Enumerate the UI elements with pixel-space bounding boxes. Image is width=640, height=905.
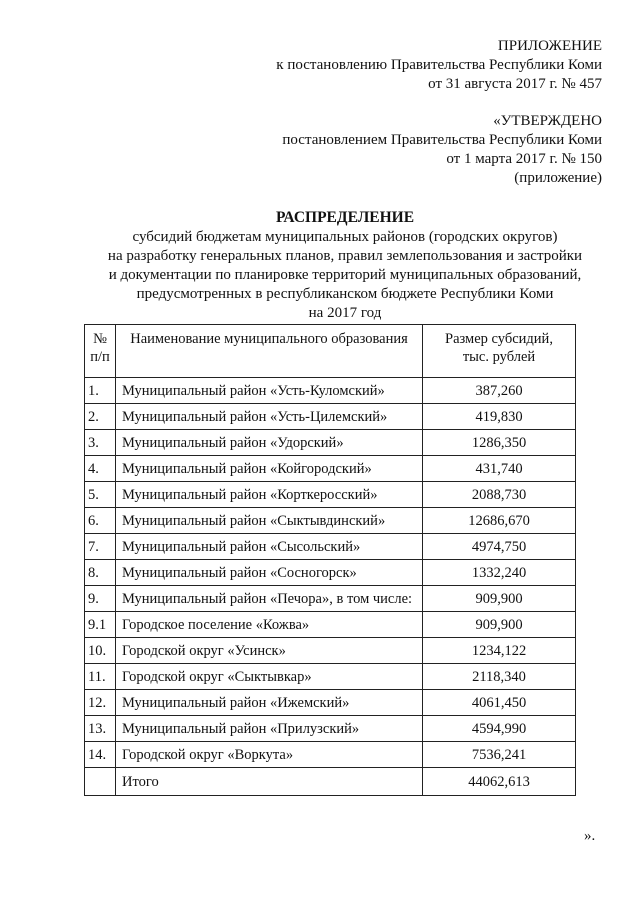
table-row: [85, 430, 576, 456]
row-amount: 12686,670: [423, 508, 576, 534]
header-amount: [423, 325, 576, 378]
table-row: [85, 690, 576, 716]
table-row: [85, 560, 576, 586]
row-name: Муниципальный район «Койгородский»: [116, 456, 423, 482]
row-name: Муниципальный район «Сысольский»: [116, 534, 423, 560]
row-num: 9.1: [85, 612, 116, 638]
row-amount: 7536,241: [423, 742, 576, 768]
row-amount: 419,830: [423, 404, 576, 430]
table-total-row: [85, 768, 576, 796]
row-name: Городское поселение «Кожва»: [116, 612, 423, 638]
row-name: Муниципальный район «Сосногорск»: [116, 560, 423, 586]
header-num: [85, 325, 116, 378]
row-num: 9.: [85, 586, 116, 612]
row-num: 5.: [85, 482, 116, 508]
header-amount-line-2: тыс. рублей: [462, 349, 536, 365]
table-row: [85, 378, 576, 404]
row-amount: 2118,340: [423, 664, 576, 690]
row-num: 12.: [85, 690, 116, 716]
row-name: Муниципальный район «Сыктывдинский»: [116, 508, 423, 534]
row-amount: 1234,122: [423, 638, 576, 664]
header-name: Наименование муниципального образования: [116, 325, 423, 378]
row-name: Городской округ «Сыктывкар»: [116, 664, 423, 690]
row-name: Муниципальный район «Удорский»: [116, 430, 423, 456]
row-num: 13.: [85, 716, 116, 742]
row-name: Муниципальный район «Усть-Куломский»: [116, 378, 423, 404]
row-name: Муниципальный район «Корткеросский»: [116, 482, 423, 508]
approved-line-3: (приложение): [514, 170, 602, 186]
row-name: Городской округ «Воркута»: [116, 742, 423, 768]
approved-header: [282, 112, 602, 188]
row-num: 1.: [85, 378, 116, 404]
table-row: [85, 508, 576, 534]
total-name: Итого: [116, 768, 423, 796]
heading-line-1: субсидий бюджетам муниципальных районов (городских округов): [132, 229, 558, 245]
table-row: [85, 638, 576, 664]
row-amount: 909,900: [423, 586, 576, 612]
row-name: Муниципальный район «Печора», в том числе:: [116, 586, 423, 612]
row-amount: 1332,240: [423, 560, 576, 586]
row-num: 2.: [85, 404, 116, 430]
subsidy-table: [84, 324, 576, 796]
appendix-line-1: к постановлению Правительства Республики Коми: [276, 57, 602, 73]
row-amount: 4594,990: [423, 716, 576, 742]
row-num: 8.: [85, 560, 116, 586]
row-amount: 387,260: [423, 378, 576, 404]
table-row: [85, 664, 576, 690]
closing-quote: ».: [584, 828, 596, 844]
total-amount: 44062,613: [423, 768, 576, 796]
heading-line-4: предусмотренных в республиканском бюджете Республики Коми: [136, 286, 554, 302]
appendix-title: ПРИЛОЖЕНИЕ: [497, 38, 602, 54]
row-num: 7.: [85, 534, 116, 560]
table-row: [85, 612, 576, 638]
appendix-header: [276, 37, 602, 94]
heading-title: РАСПРЕДЕЛЕНИЕ: [275, 209, 415, 226]
table-header-row: [85, 325, 576, 378]
table-row: [85, 534, 576, 560]
table-row: [85, 404, 576, 430]
table-row: [85, 586, 576, 612]
table-row: [85, 456, 576, 482]
row-num: 4.: [85, 456, 116, 482]
appendix-line-2: от 31 августа 2017 г. № 457: [428, 76, 602, 92]
document-heading: [60, 208, 630, 323]
row-name: Муниципальный район «Прилузский»: [116, 716, 423, 742]
row-name: Городской округ «Усинск»: [116, 638, 423, 664]
approved-title: «УТВЕРЖДЕНО: [493, 113, 602, 129]
row-amount: 4061,450: [423, 690, 576, 716]
row-name: Муниципальный район «Ижемский»: [116, 690, 423, 716]
row-num: 10.: [85, 638, 116, 664]
row-amount: 2088,730: [423, 482, 576, 508]
row-amount: 909,900: [423, 612, 576, 638]
total-num: [85, 768, 116, 796]
header-amount-line-1: Размер субсидий,: [445, 331, 553, 347]
heading-line-2: на разработку генеральных планов, правил землепользования и застройки: [107, 248, 583, 264]
row-num: 6.: [85, 508, 116, 534]
heading-line-5: на 2017 год: [308, 305, 382, 321]
table-row: [85, 482, 576, 508]
row-name: Муниципальный район «Усть-Цилемский»: [116, 404, 423, 430]
header-num-line-2: п/п: [90, 349, 110, 365]
approved-line-2: от 1 марта 2017 г. № 150: [446, 151, 602, 167]
heading-line-3: и документации по планировке территорий муниципальных образований,: [108, 267, 582, 283]
table-row: [85, 716, 576, 742]
table-row: [85, 742, 576, 768]
header-num-line-1: №: [93, 331, 107, 347]
approved-line-1: постановлением Правительства Республики Коми: [282, 132, 602, 148]
row-num: 11.: [85, 664, 116, 690]
row-amount: 4974,750: [423, 534, 576, 560]
row-amount: 1286,350: [423, 430, 576, 456]
row-amount: 431,740: [423, 456, 576, 482]
row-num: 14.: [85, 742, 116, 768]
row-num: 3.: [85, 430, 116, 456]
